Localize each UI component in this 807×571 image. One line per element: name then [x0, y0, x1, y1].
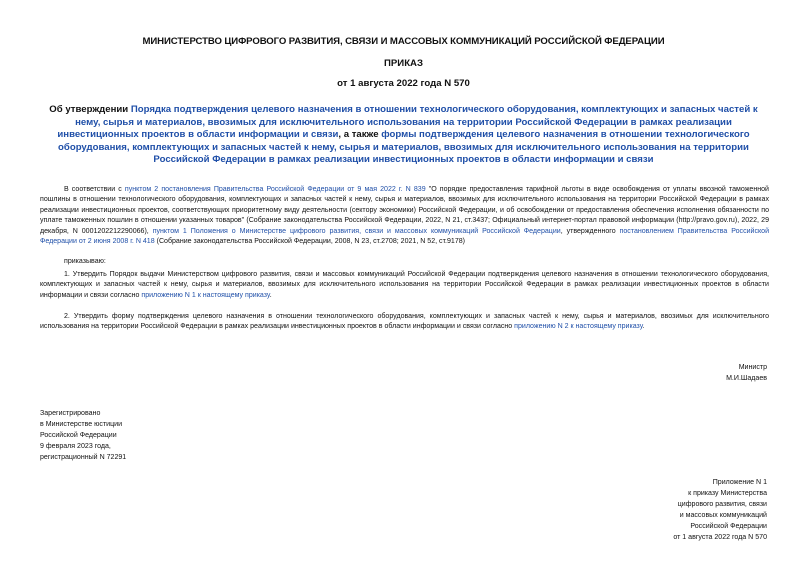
appendix-line-2: к приказу Министерства	[688, 490, 767, 497]
registration-line-1: Зарегистрировано	[40, 410, 101, 417]
preamble-text-2: "О порядке предоставления тарифной льготы в виде освобождения от уплаты ввозной таможенной пошлины в отношении технологического оборудования, комплектующих и запасных частей к нему, сырья и материалов, ввозимых для исключительного использования на территории Российской Федерации в рамках реализации инвестиционных проектов, соответствующих приоритетному виду деятельности (сектору экономики) Российской Федерации, и об освобождении от предоставления обеспечения исполнения обязанности по уплате таможенных пошлин в отношении указанных товаров" (Собрание законодательства Российской Федерации, 2022, N 21, ст.3437; Официальный интернет-портал правовой информации (http://pravo.gov.ru), 2022, 29 декабря, N 0001202212290066),	[40, 186, 769, 235]
appendix-line-3: цифрового развития, связи	[677, 501, 767, 508]
subject-middle: , а также	[338, 129, 382, 141]
order-item-2	[40, 312, 769, 333]
appendix-line-6: от 1 августа 2022 года N 570	[673, 534, 767, 541]
order-item-1	[40, 270, 769, 301]
order-title: ПРИКАЗ	[384, 58, 423, 69]
ministry-name: МИНИСТЕРСТВО ЦИФРОВОГО РАЗВИТИЯ, СВЯЗИ И МАССОВЫХ КОММУНИКАЦИЙ РОССИЙСКОЙ ФЕДЕРАЦИИ	[142, 36, 665, 47]
appendix-line-1: Приложение N 1	[712, 479, 767, 486]
signer-block	[726, 362, 767, 384]
registration-line-5: регистрационный N 72291	[40, 454, 127, 461]
appendix-line-5: Российской Федерации	[690, 523, 767, 530]
form-link[interactable]: формы подтверждения целевого назначения в отношении технологического оборудования, комплектующих и запасных частей к нему, сырья и материалов, ввозимых для исключительного использования на территории Российской Федерации в рамках реализации инвестиционных проектов в области информации и связи	[58, 129, 750, 166]
signer-position: Министр	[738, 364, 767, 371]
registration-line-3: Российской Федерации	[40, 432, 117, 439]
decree-418-link[interactable]: постановлением Правительства Российской Федерации от 2 июня 2008 г. N 418	[40, 227, 770, 246]
registration-block	[40, 408, 126, 463]
appendix-line-4: и массовых коммуникаций	[679, 512, 767, 519]
subject-prefix: Об утверждении	[49, 104, 131, 115]
order-subject	[36, 104, 771, 167]
item-1-text: 1. Утвердить Порядок выдачи Министерством цифрового развития, связи и массовых коммуникаций Российской Федерации подтверждения целевого назначения в отношении технологического оборудования, комплектующих и запасных частей к нему, сырья и материалов, ввозимых для исключительного использования на территории Российской Федерации в рамках реализации инвестиционных проектов в области информации и связи согласно	[40, 271, 769, 299]
appendix-block	[673, 477, 767, 543]
preamble-text-3: , утвержденного	[560, 227, 620, 235]
registration-line-2: в Министерстве юстиции	[40, 421, 123, 428]
preamble-paragraph	[40, 185, 769, 247]
appendix-2-link[interactable]: приложению N 2 к настоящему приказу	[514, 323, 643, 331]
item-1-end: .	[269, 291, 272, 299]
order-date: от 1 августа 2022 года N 570	[337, 78, 470, 89]
decree-839-link[interactable]: пунктом 2 постановления Правительства Российской Федерации от 9 мая 2022 г. N 839	[124, 186, 426, 193]
registration-line-4: 9 февраля 2023 года,	[40, 443, 111, 450]
item-2-end: .	[642, 323, 645, 331]
signer-name: М.И.Шадаев	[726, 375, 767, 382]
prikazyvayu-text: приказываю:	[64, 258, 106, 265]
procedure-link[interactable]: Порядка подтверждения целевого назначения в отношении технологического оборудования, комплектующих и запасных частей к нему, сырья и материалов, ввозимых для исключительного использования на территории Российской Федерации в рамках реализации инвестиционных проектов в области информации и связи	[57, 104, 758, 141]
preamble-text-4: (Собрание законодательства Российской Федерации, 2008, N 23, ст.2708; 2021, N 52, ст.9178)	[154, 238, 466, 246]
appendix-1-link[interactable]: приложению N 1 к настоящему приказу	[141, 291, 270, 299]
preamble-text-1: В соответствии с	[64, 186, 125, 193]
item-2-text: 2. Утвердить форму подтверждения целевого назначения в отношении технологического оборудования, комплектующих и запасных частей к нему, сырья и материалов, ввозимых для исключительного использования на территории Российской Федерации в рамках реализации инвестиционных проектов в области информации и связи согласно	[40, 313, 769, 331]
ministry-regulation-link[interactable]: пунктом 1 Положения о Министерстве цифрового развития, связи и массовых коммуникаций Российской Федерации	[152, 227, 561, 235]
